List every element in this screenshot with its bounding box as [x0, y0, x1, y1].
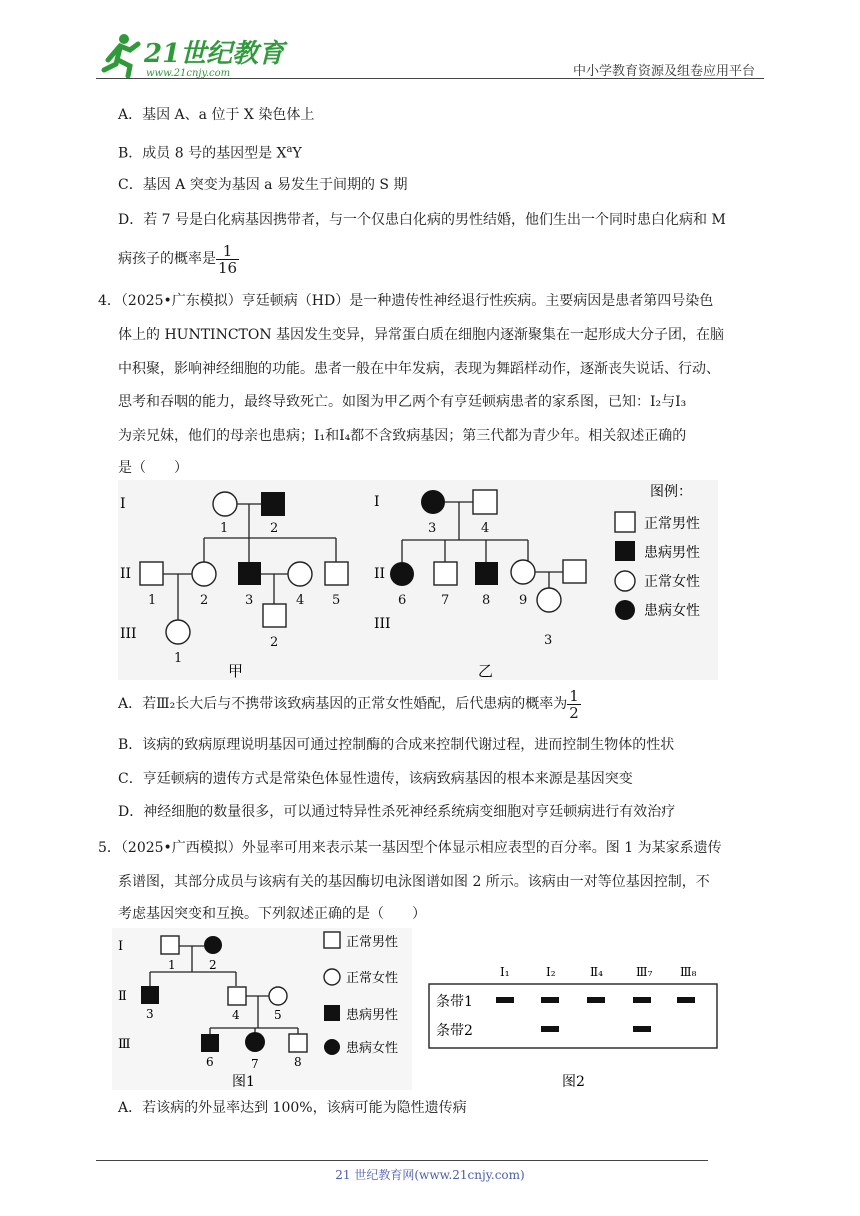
svg-text:6: 6	[398, 593, 407, 608]
fig-label-yi: 乙	[478, 662, 494, 680]
svg-text:9: 9	[519, 593, 528, 608]
svg-text:2: 2	[270, 521, 279, 536]
q3-option-a: A．基因 A、a 位于 X 染色体上	[118, 107, 315, 123]
svg-text:Ⅲ₇: Ⅲ₇	[636, 965, 653, 979]
svg-text:正常男性: 正常男性	[644, 516, 700, 532]
svg-text:正常女性: 正常女性	[346, 971, 399, 986]
gen-label: II	[120, 566, 132, 582]
svg-text:6: 6	[206, 1055, 214, 1069]
band-1-label: 条带1	[436, 994, 473, 1010]
yi-II6	[390, 562, 414, 586]
gen-label: I	[374, 494, 380, 510]
jia-II4	[288, 562, 312, 586]
gen-label: III	[374, 616, 391, 632]
yi-III3	[537, 588, 561, 612]
svg-text:5: 5	[274, 1008, 282, 1022]
svg-text:8: 8	[294, 1055, 302, 1069]
q5-figure-2	[428, 958, 720, 1094]
band	[633, 1026, 651, 1032]
svg-text:4: 4	[296, 593, 305, 608]
fig2-caption: 图2	[562, 1074, 585, 1090]
jia-II3	[238, 562, 261, 585]
q3-option-b: B．成员 8 号的基因型是 $X^aY$	[118, 144, 302, 162]
q4-stem-line3: 中积聚，影响神经细胞的功能。患者一般在中年发病，表现为舞蹈样动作，逐渐丧失说话、行动、	[118, 361, 720, 377]
band	[587, 997, 605, 1003]
gen-label: III	[120, 626, 137, 642]
band	[633, 997, 651, 1003]
yi-II9	[511, 560, 535, 584]
band	[677, 997, 695, 1003]
q4-stem-line5: 为亲兄妹，他们的母亲也患病；Ⅰ₁和Ⅰ₄都不含致病基因；第三代都为青少年。相关叙述正确的	[118, 428, 687, 444]
q4-option-a: A．若Ⅲ₂长大后与不携带该致病基因的正常女性婚配，后代患病的概率为 $\frac{1}{2}$	[118, 686, 579, 722]
q5-stem-line1: 5．（2025•广西模拟）外显率可用来表示某一基因型个体显示相应表型的百分率。图 1 为某家系遗传	[98, 840, 722, 856]
platform-name: 中小学教育资源及组卷应用平台	[572, 64, 755, 79]
svg-text:患病男性: 患病男性	[644, 545, 700, 561]
band	[541, 1026, 559, 1032]
jia-III1	[166, 620, 190, 644]
svg-text:3: 3	[245, 593, 254, 608]
band	[496, 997, 514, 1003]
svg-text:4: 4	[232, 1008, 240, 1022]
logo-url: www.21cnjy.com	[146, 68, 231, 79]
yi-I4	[473, 490, 497, 514]
fig-label-jia: 甲	[228, 662, 244, 680]
svg-text:Ⅰ₂: Ⅰ₂	[546, 965, 556, 979]
svg-text:1: 1	[174, 651, 183, 666]
q4-stem-line4: 思考和吞咽的能力，最终导致死亡。如图为甲乙两个有亨廷顿病患者的家系图，已知：Ⅰ₂与Ⅰ₃	[118, 394, 687, 410]
svg-text:患病男性: 患病男性	[346, 1008, 399, 1023]
yi-II-spouse	[563, 560, 586, 583]
svg-text:1: 1	[148, 593, 157, 608]
jia-I2	[261, 492, 285, 516]
svg-text:2: 2	[209, 958, 217, 972]
jia-I1	[213, 492, 237, 516]
q4-stem-line6: 是（ ）	[118, 460, 188, 476]
q4-option-d: D．神经细胞的数量很多，可以通过特异性杀死神经系统病变细胞对亨廷顿病进行有效治疗	[118, 804, 676, 820]
svg-text:5: 5	[332, 593, 341, 608]
gen-label: I	[120, 496, 126, 512]
jia-III2	[263, 604, 286, 627]
svg-text:1: 1	[168, 958, 176, 972]
q4-pedigree-figure	[118, 480, 718, 684]
svg-text:7: 7	[251, 1057, 259, 1071]
svg-text:正常男性: 正常男性	[346, 935, 399, 950]
jia-II2	[192, 562, 216, 586]
jia-II5	[325, 562, 348, 585]
q4-option-c: C．亨廷顿病的遗传方式是常染色体显性遗传，该病致病基因的根本来源是基因突变	[118, 771, 633, 787]
yi-II8	[475, 562, 498, 585]
band-2-label: 条带2	[436, 1023, 473, 1039]
q3-option-c: C．基因 A 突变为基因 a 易发生于间期的 S 期	[118, 177, 408, 193]
svg-text:3: 3	[146, 1007, 154, 1021]
svg-text:Ⅲ₈: Ⅲ₈	[680, 965, 697, 979]
svg-text:Ⅱ: Ⅱ	[118, 989, 127, 1004]
yi-II7	[434, 562, 457, 585]
q3-option-d-line1: D．若 7 号是白化病基因携带者，与一个仅患白化病的男性结婚，他们生出一个同时患白化病和 M	[118, 212, 726, 228]
svg-text:Ⅰ: Ⅰ	[118, 939, 124, 954]
q5-stem-line3: 考虑基因突变和互换。下列叙述正确的是（ ）	[118, 906, 426, 922]
band	[541, 997, 559, 1003]
logo-text: 21世纪教育	[144, 39, 285, 69]
q4-stem-line1: 4．（2025•广东模拟）亨廷顿病（HD）是一种遗传性神经退行性疾病。主要病因是患者第四号染色	[98, 293, 714, 309]
site-logo	[96, 30, 285, 80]
q4-stem-line2: 体上的 HUNTINCTON 基因发生变异，异常蛋白质在细胞内逐渐聚集在一起形成大分子团，在脑	[118, 327, 725, 343]
fig1-caption: 图1	[232, 1074, 255, 1090]
fraction: $\frac{1}{16}$	[218, 241, 238, 277]
svg-text:正常女性: 正常女性	[644, 574, 700, 590]
q3-option-d-line2: 病孩子的概率是 $\frac{1}{16}$	[118, 241, 238, 277]
svg-text:7: 7	[441, 593, 450, 608]
svg-text:3: 3	[544, 633, 553, 648]
q5-option-a: A．若该病的外显率达到 100%，该病可能为隐性遗传病	[118, 1100, 467, 1116]
jia-II1	[140, 562, 163, 585]
q4-option-b: B．该病的致病原理说明基因可通过控制酶的合成来控制代谢过程，进而控制生物体的性状	[118, 737, 675, 753]
svg-text:Ⅱ₄: Ⅱ₄	[590, 965, 603, 979]
svg-text:2: 2	[200, 593, 209, 608]
svg-text:患病女性: 患病女性	[644, 603, 700, 619]
q5-stem-line2: 系谱图，其部分成员与该病有关的基因酶切电泳图谱如图 2 所示。该病由一对等位基因控制，不	[118, 874, 710, 890]
gen-label: II	[374, 566, 386, 582]
q5-figure-1	[112, 928, 412, 1094]
yi-I3	[421, 490, 445, 514]
header-divider	[96, 78, 764, 79]
svg-text:图例：: 图例：	[650, 484, 692, 500]
runner-icon	[104, 34, 138, 76]
svg-text:Ⅰ₁: Ⅰ₁	[500, 965, 510, 979]
svg-text:1: 1	[220, 521, 229, 536]
footer-divider	[96, 1160, 708, 1161]
svg-text:8: 8	[482, 593, 491, 608]
fraction: $\frac{1}{2}$	[569, 686, 579, 722]
svg-text:患病女性: 患病女性	[346, 1041, 399, 1056]
footer-text: 21 世纪教育网(www.21cnjy.com)	[335, 1168, 525, 1182]
svg-text:2: 2	[270, 635, 279, 650]
svg-text:Ⅲ: Ⅲ	[118, 1037, 131, 1052]
svg-text:4: 4	[481, 521, 490, 536]
svg-text:3: 3	[428, 521, 437, 536]
